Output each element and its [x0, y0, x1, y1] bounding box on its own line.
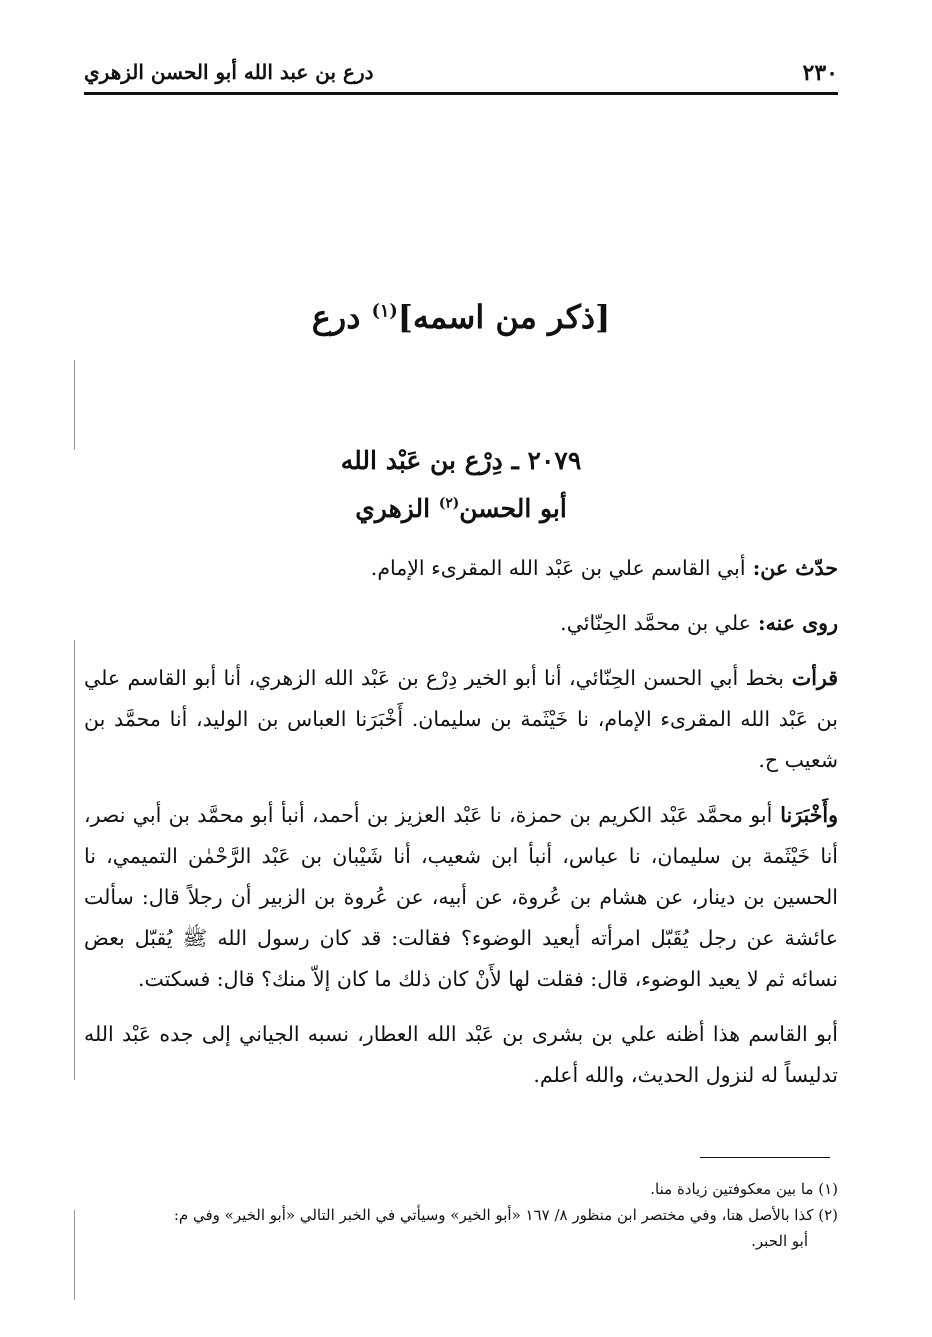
footnote: (٢) كذا بالأصل هنا، وفي مختصر ابن منظور ٨/ ١٦٧ «أبو الخير» وسيأتي في الخبر التالي «أبو الخير» وفي م: [173, 1206, 838, 1224]
paragraph-lead: قرأت [783, 666, 838, 690]
page-number: ٢٣٠ [802, 60, 838, 86]
footnote-ref: (٢) [438, 495, 460, 512]
paragraph [84, 548, 838, 589]
paragraph-lead: روى عنه: [750, 611, 838, 635]
entry-kunya: أبو الحسن [459, 494, 567, 523]
margin-line [74, 1210, 75, 1300]
paragraph-text: بخط أبي الحسن الحِنّائي، أنا أبو الخير دِرْع بن عَبْد الله الزهري، أنا أبو القاسم علي بن عَبْد الله المقرىء الإمام، نا خَيْثَمة بن سليمان. أَخْبَرَنا العباس بن الوليد، أنا محمَّد بن شعيب ح. [84, 666, 838, 772]
paragraph-lead: وأَخْبَرَنا [772, 803, 838, 827]
footnote: (١) ما بين معكوفتين زيادة منا. [650, 1180, 838, 1198]
paragraph [84, 1014, 838, 1096]
paragraph-text: أبو القاسم هذا أظنه علي بن بشرى بن عَبْد الله العطار، نسبه الجياني إلى جده عَبْد الله تدليساً له لنزول الحديث، والله أعلم. [84, 1022, 838, 1087]
paragraph [84, 658, 838, 781]
paragraph-lead: حدّث عن: [745, 556, 838, 580]
entry-heading-line2 [84, 494, 838, 523]
footnotes [84, 1176, 838, 1254]
footnote-ref: (١) [371, 300, 398, 322]
footnote-rule [700, 1157, 830, 1158]
section-title-text: [ذكر من اسمه] [397, 298, 611, 336]
paragraph [84, 603, 838, 644]
paragraph-text: أبي القاسم علي بن عَبْد الله المقرىء الإمام. [370, 556, 746, 580]
paragraph [84, 795, 838, 1000]
entry-body [84, 548, 838, 1110]
paragraph-text: أبو محمَّد عَبْد الكريم بن حمزة، نا عَبْد العزيز بن أحمد، أنبأ أبو محمَّد بن أبي نصر، أنا خَيْثَمة بن سليمان، نا عباس، أنبأ ابن شعيب، أنا شَيْبان بن عَبْد الرَّحْمٰن التميمي، نا الحسين بن دينار، عن هشام بن عُروة، عن أبيه، عن عُروة بن الزبير أن رجلاً قال: سألت عائشة عن رجل يُقَبّل امرأته أيعيد الوضوء؟ فقالت: قد كان رسول الله ﷺ يُقبّل بعض نسائه ثم لا يعيد الوضوء، قال: فقلت لها لأَنْ كان ذلك ما كان إلاّ منك؟ قال: فسكتت. [84, 803, 838, 991]
footnote-continuation: أبو الحبر. [751, 1232, 808, 1250]
section-title [84, 298, 838, 336]
paragraph-text: علي بن محمَّد الحِنّائي. [560, 611, 751, 635]
section-title-name: درع [311, 298, 372, 336]
entry-heading-line1: ٢٠٧٩ ـ دِرْع بن عَبْد الله [340, 446, 582, 475]
running-title: درع بن عبد الله أبو الحسن الزهري [84, 60, 374, 84]
page-header [84, 58, 838, 95]
margin-line [74, 640, 75, 1080]
entry-nisba: الزهري [355, 494, 439, 523]
margin-line [74, 360, 75, 450]
